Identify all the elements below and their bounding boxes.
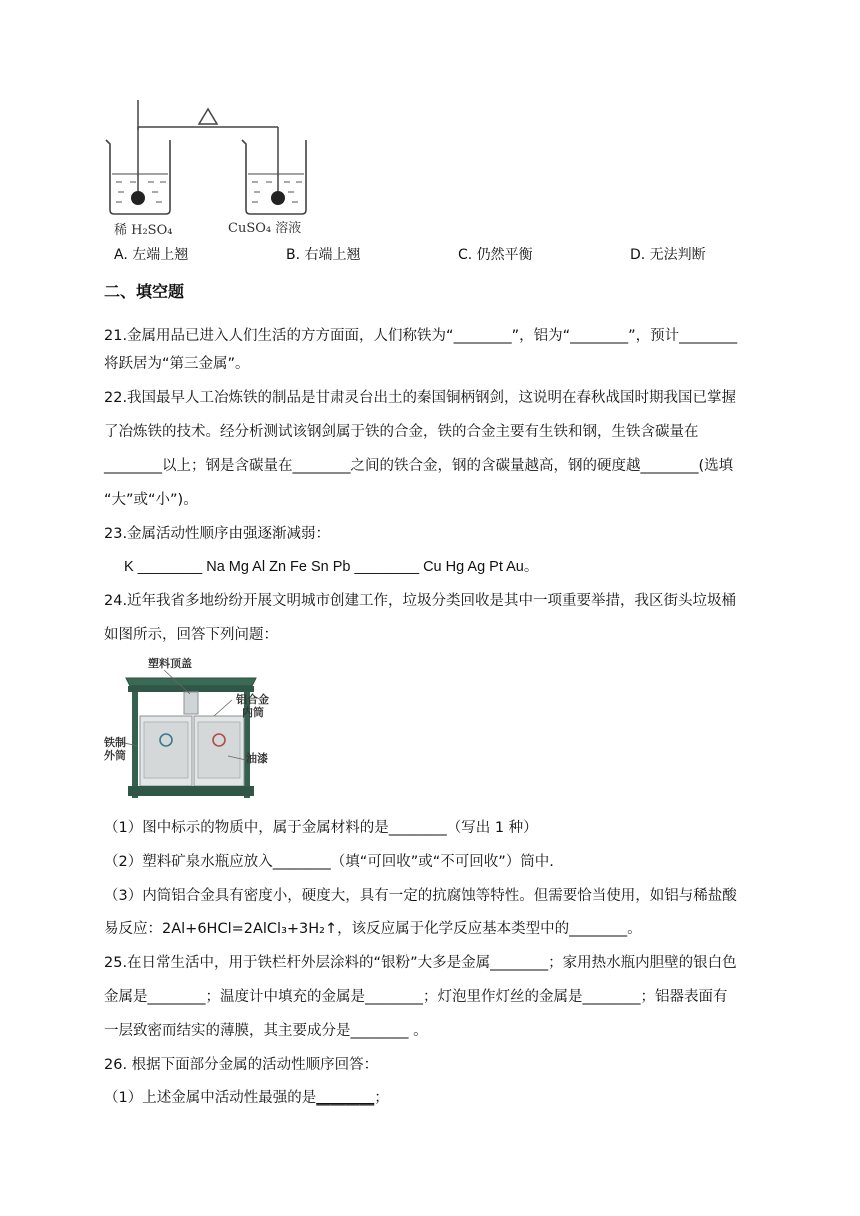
q24-line-1: 24.近年我省多地纷纷开展文明城市创建工作，垃圾分类回收是其中一项重要举措，我区街头垃圾桶 <box>104 593 737 609</box>
label-plastic-lid: 塑料顶盖 <box>148 657 192 670</box>
q26-sub-1-end: ； <box>374 1090 389 1106</box>
q23-line-1: 23.金属活动性顺序由强逐渐减弱： <box>104 526 331 542</box>
left-beaker-label: 稀 H₂SO₄ <box>114 223 173 238</box>
q21-line-2: 将跃居为“第三金属”。 <box>104 356 250 372</box>
q24-sub-1: （1）图中标示的物质中，属于金属材料的是________（写出 1 种） <box>104 820 538 836</box>
q26-line-1: 26. 根据下面部分金属的活动性顺序回答： <box>104 1057 379 1073</box>
balance-beaker-figure <box>100 100 330 240</box>
q24-sub-3-line-2: 易反应：2Al+6HCl=2AlCl₃+3H₂↑，该反应属于化学反应基本类型中的________。 <box>104 921 642 937</box>
q22-line-3: ________以上；钢是含碳量在________之间的铁合金，钢的含碳量越高，钢的硬度越________(选填 <box>104 458 734 474</box>
option-c: C. 仍然平衡 <box>458 247 533 263</box>
option-b: B. 右端上翘 <box>286 247 361 263</box>
q25-line-1: 25.在日常生活中，用于铁栏杆外层涂料的“银粉”大多是金属________；家用热水瓶内胆壁的银白色 <box>104 955 737 971</box>
q24-sub-3-line-1: （3）内筒铝合金具有密度小，硬度大，具有一定的抗腐蚀等特性。但需要恰当使用，如铝与稀盐酸 <box>104 888 737 904</box>
q24-sub-2: （2）塑料矿泉水瓶应放入________（填“可回收”或“不可回收”）筒中. <box>104 854 554 870</box>
q22-line-4: “大”或“小”)。 <box>104 492 198 508</box>
label-iron: 铁制 <box>104 736 126 749</box>
q25-line-2: 金属是________；温度计中填充的金属是________；灯泡里作灯丝的金属是________；铝器表面有 <box>104 989 728 1005</box>
q26-sub-1 <box>104 1088 764 1108</box>
q21-line-1: 21.金属用品已进入人们生活的方方面面，人们称铁为“________”，铝为“________”，预计________ <box>104 328 738 344</box>
q22-line-1: 22.我国最早人工冶炼铁的制品是甘肃灵台出土的秦国铜柄钢剑，这说明在春秋战国时期我国已掌握 <box>104 390 737 406</box>
q22-line-2: 了冶炼铁的技术。经分析测试该钢剑属于铁的合金，铁的合金主要有生铁和钢，生铁含碳量在 <box>104 424 699 440</box>
q24-line-2: 如图所示，回答下列问题： <box>104 627 278 643</box>
option-a: A. 左端上翘 <box>114 247 189 263</box>
label-paint: 油漆 <box>246 752 268 765</box>
right-beaker-label: CuSO₄ 溶液 <box>228 221 302 236</box>
trash-bin-figure <box>104 656 280 812</box>
q25-line-3: 一层致密而结实的薄膜，其主要成分是________ 。 <box>104 1023 428 1039</box>
q26-sub-1-text: （1）上述金属中活动性最强的是 <box>104 1090 317 1106</box>
option-d: D. 无法判断 <box>630 247 706 263</box>
section-title: 二、填空题 <box>104 282 185 301</box>
label-outer-barrel: 外筒 <box>104 749 126 762</box>
label-inner-barrel: 内筒 <box>242 706 264 719</box>
q26-sub-1-blank: ________ <box>316 1090 375 1106</box>
label-aluminum-alloy: 铝合金 <box>236 693 269 706</box>
q23-line-2: K ________ Na Mg Al Zn Fe Sn Pb ________ Cu Hg Ag Pt Au。 <box>124 559 539 575</box>
